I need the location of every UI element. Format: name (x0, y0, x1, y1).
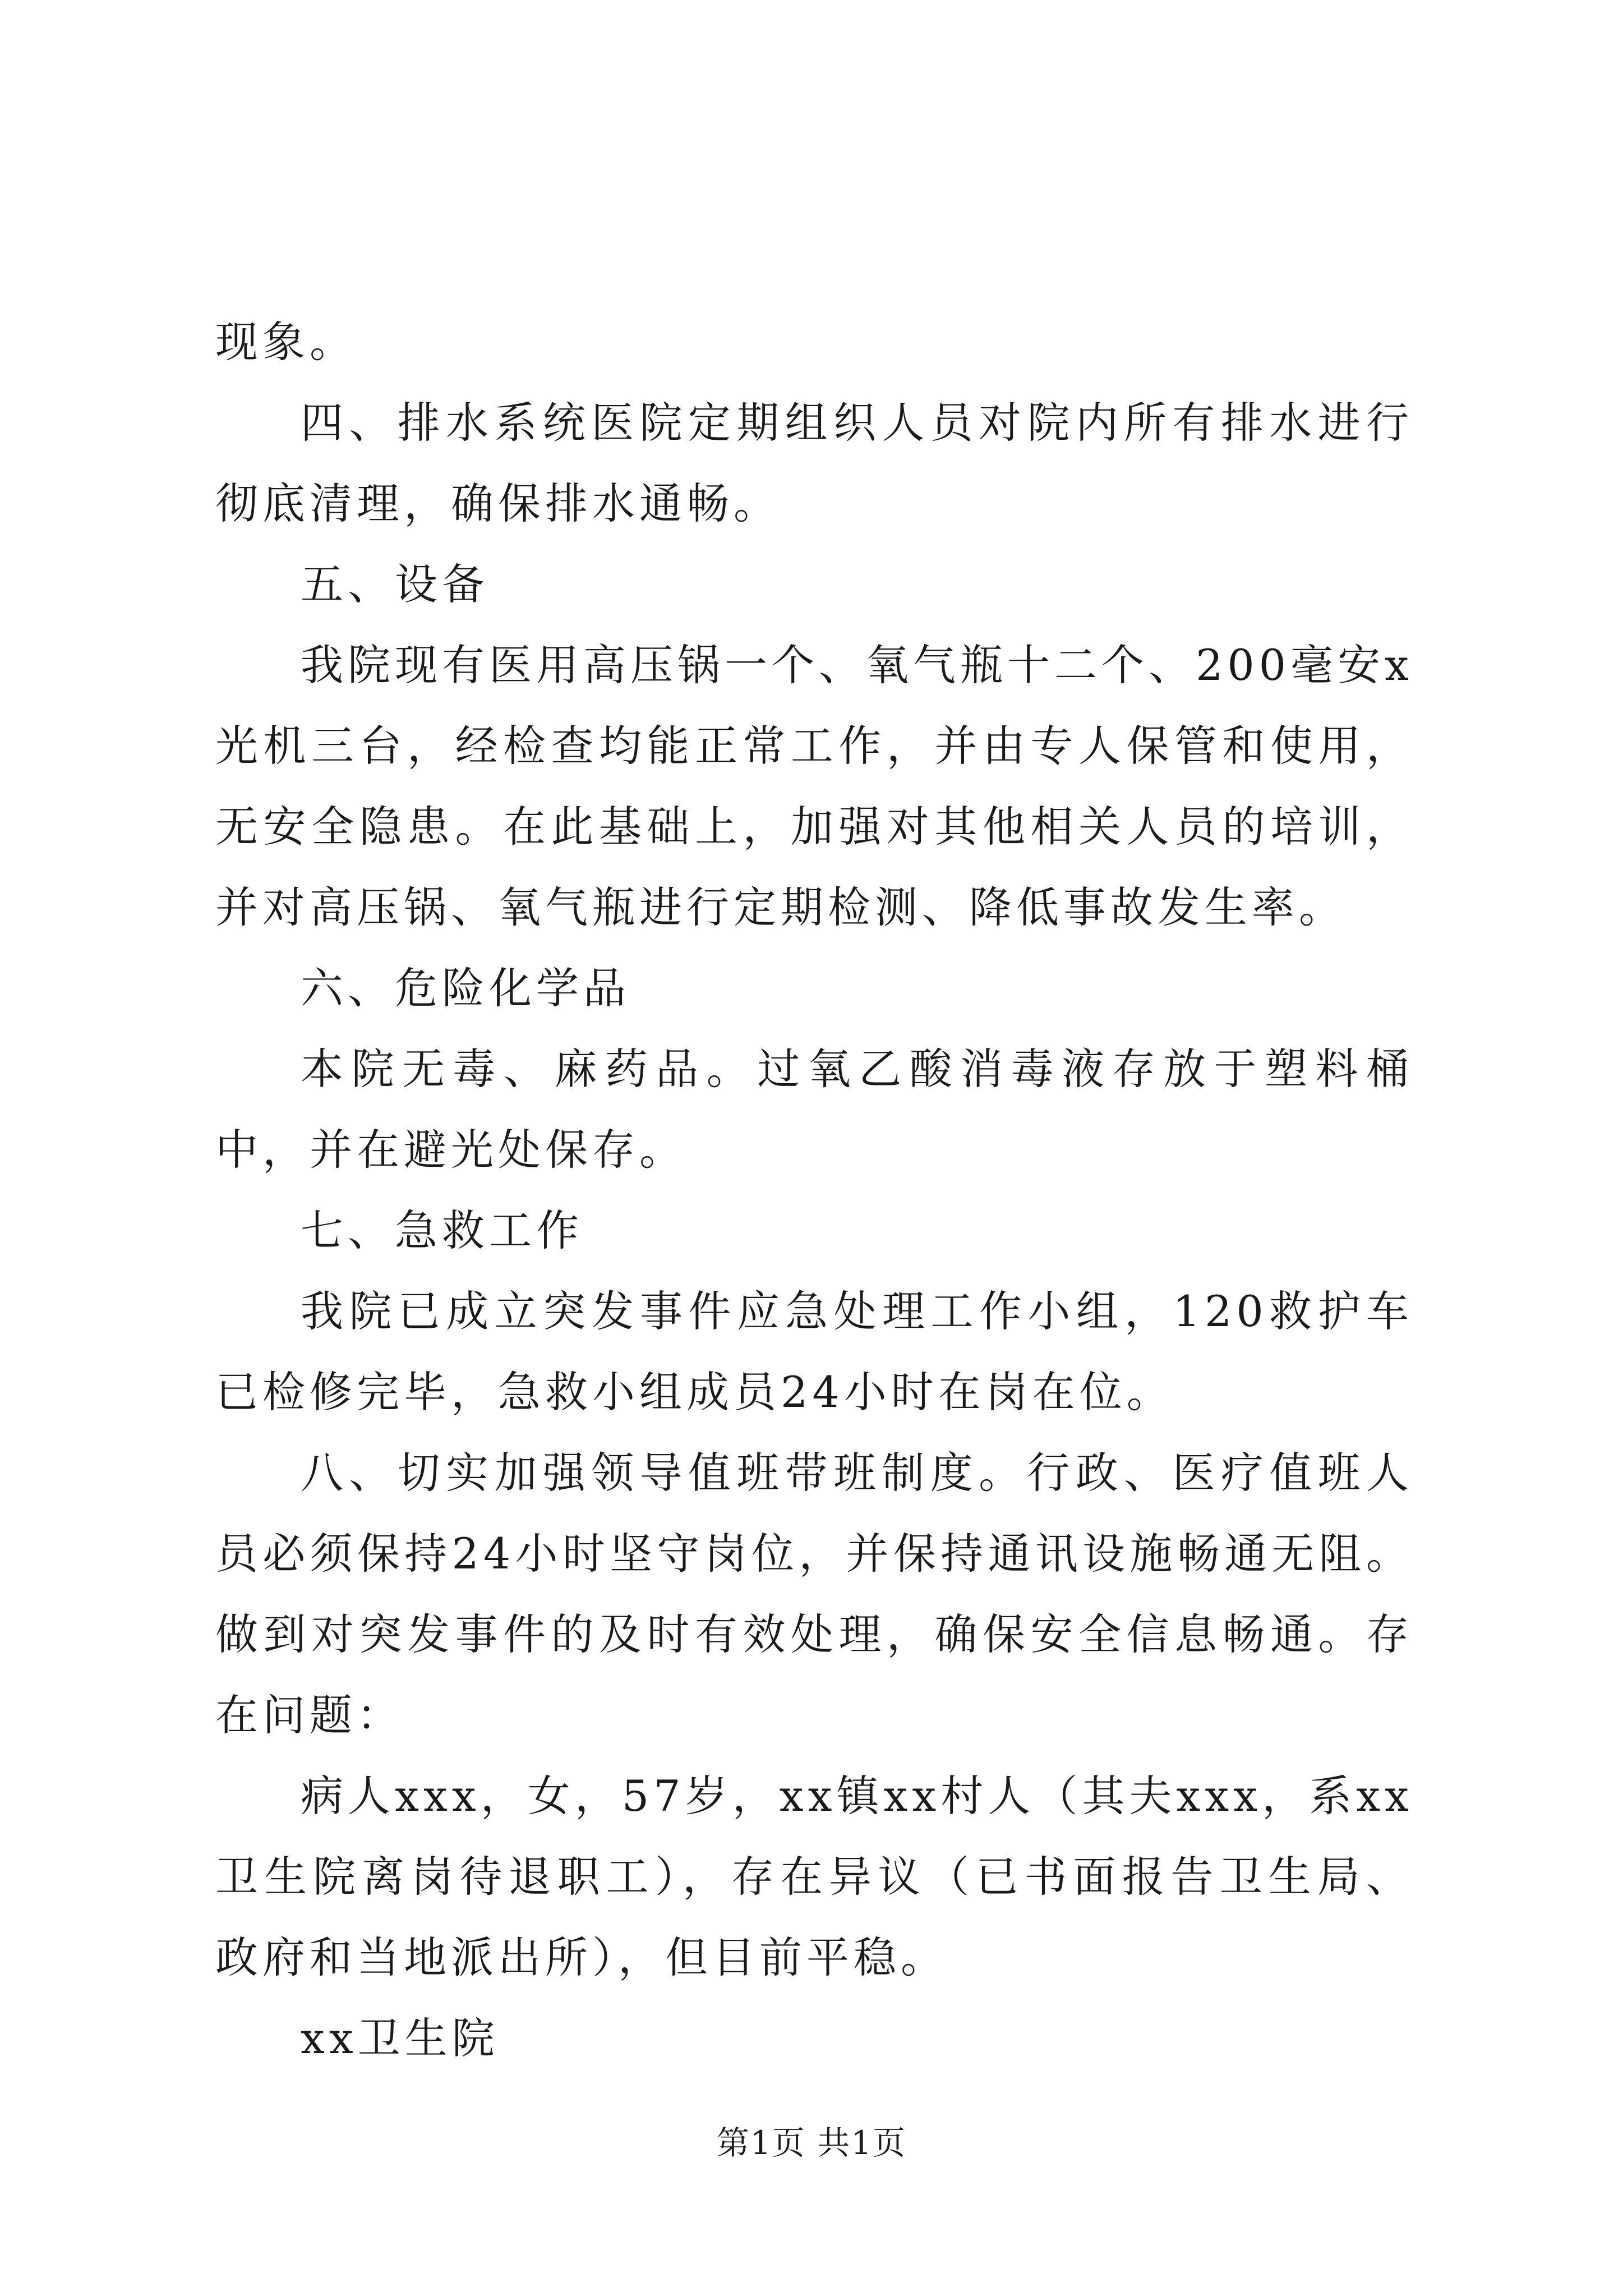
section-heading-equipment: 五、设备 (301, 559, 489, 609)
page-footer: 第1页 共1页 (716, 2124, 907, 2162)
paragraph-0: 现象。 (215, 317, 357, 367)
section-heading-chemicals: 六、危险化学品 (301, 963, 630, 1013)
paragraph-3: 我院现有医用高压锅一个、氧气瓶十二个、200毫安x光机三台，经检查均能正常工作，并由专人保管和使用，无安全隐患。在此基础上，加强对其他相关人员的培训，并对高压锅、氧气瓶进行定期检测、降低事故发生率。 (215, 640, 1413, 932)
paragraph-1: 四、排水系统医院定期组织人员对院内所有排水进行彻底清理，确保排水通畅。 (215, 398, 1413, 528)
paragraph-5: 本院无毒、麻药品。过氧乙酸消毒液存放于塑料桶中，并在避光处保存。 (215, 1044, 1413, 1175)
section-heading-first-aid: 七、急救工作 (301, 1205, 583, 1255)
paragraph-8: 八、切实加强领导值班带班制度。行政、医疗值班人员必须保持24小时坚守岗位，并保持通讯设施畅通无阻。做到对突发事件的及时有效处理，确保安全信息畅通。存在问题： (215, 1448, 1413, 1740)
signature-organization: xx卫生院 (301, 2013, 499, 2063)
paragraph-7: 我院已成立突发事件应急处理工作小组，120救护车已检修完毕，急救小组成员24小时在岗在位。 (215, 1286, 1413, 1417)
paragraph-9: 病人xxx，女，57岁，xx镇xx村人（其夫xxx，系xx卫生院离岗待退职工），存在异议（已书面报告卫生局、政府和当地派出所），但目前平稳。 (215, 1771, 1413, 1982)
document-body (215, 302, 1413, 2079)
